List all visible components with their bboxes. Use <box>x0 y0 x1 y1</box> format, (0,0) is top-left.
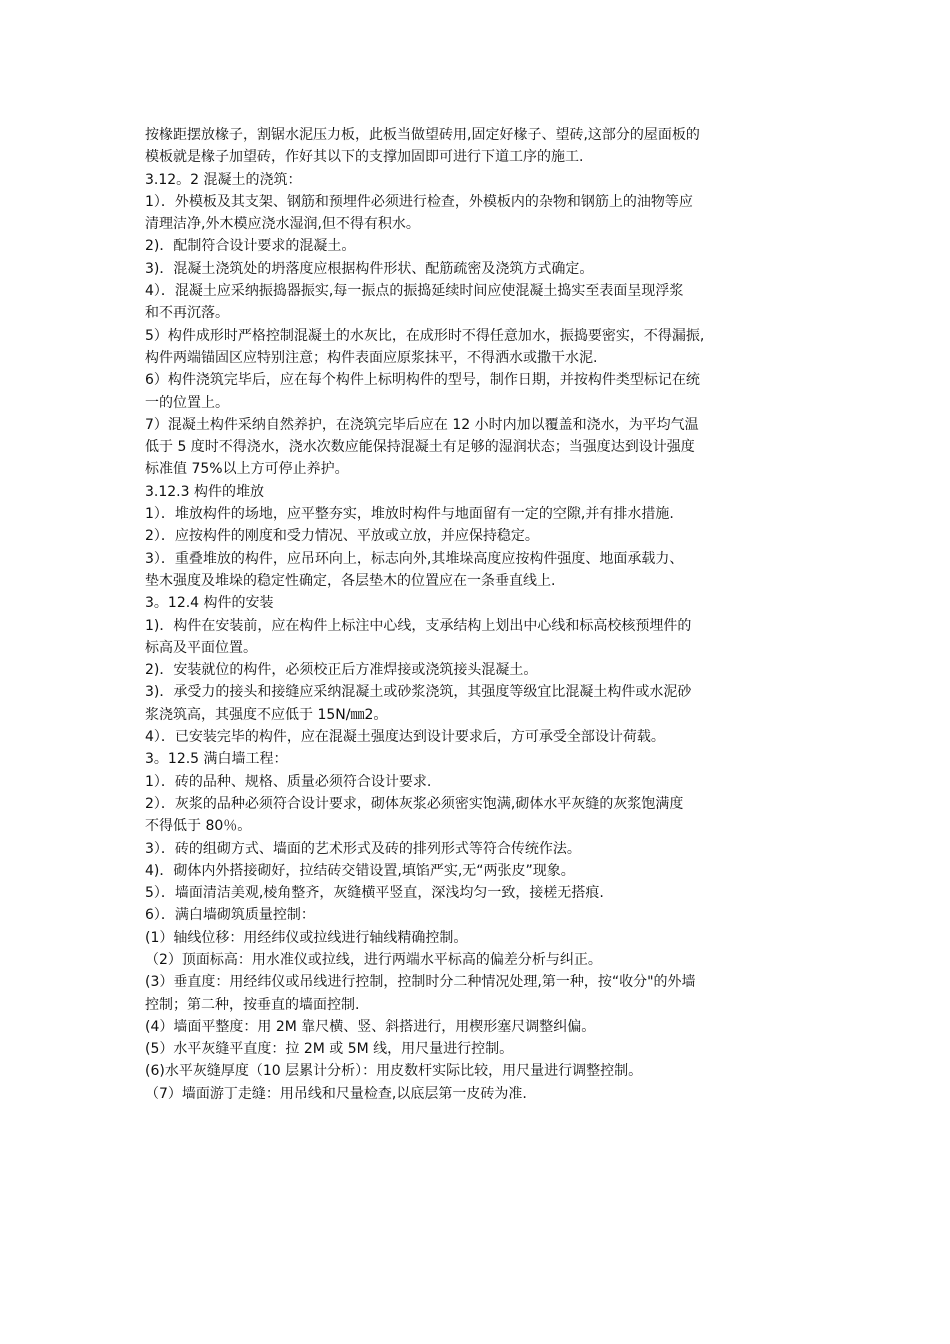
text-line: 构件两端锚固区应特别注意；构件表面应原浆抹平，不得洒水或撒干水泥. <box>145 349 598 366</box>
text-line: 浆浇筑高，其强度不应低于 15N/㎜2。 <box>145 706 388 723</box>
text-line: 5）构件成形时严格控制混凝土的水灰比，在成形时不得任意加水，振捣要密实，不得漏振, <box>145 327 705 344</box>
text-line: 3)．混凝土浇筑处的坍落度应根据构件形状、配筋疏密及浇筑方式确定。 <box>145 260 594 277</box>
text-line: 2）．应按构件的刚度和受力情况、平放或立放，并应保持稳定。 <box>145 528 539 545</box>
text-line: 低于 5 度时不得浇水，浇水次数应能保持混凝土有足够的湿润状态；当强度达到设计强度 <box>145 439 695 456</box>
text-line: 6）构件浇筑完毕后，应在每个构件上标明构件的型号，制作日期，并按构件类型标记在统 <box>145 372 700 389</box>
text-line: 一的位置上。 <box>145 394 229 411</box>
text-line: 3。12.4 构件的安装 <box>145 595 274 612</box>
text-line: (3）垂直度：用经纬仪或吊线进行控制，控制时分二种情况处理,第一种，按“收分"的外墙 <box>145 974 696 991</box>
text-line: 和不再沉落。 <box>145 305 229 322</box>
text-line: 7）混凝土构件采纳自然养护，在浇筑完毕后应在 12 小时内加以覆盖和浇水，为平均气温 <box>145 416 699 433</box>
text-line: (6)水平灰缝厚度（10 层累计分析）：用皮数杆实际比较，用尺量进行调整控制。 <box>145 1063 643 1080</box>
text-line: (4）墙面平整度：用 2M 靠尺横、竖、斜搭进行，用楔形塞尺调整纠偏。 <box>145 1018 596 1035</box>
text-line: 控制；第二种，按垂直的墙面控制. <box>145 996 360 1013</box>
text-line: 2）．灰浆的品种必须符合设计要求，砌体灰浆必须密实饱满,砌体水平灰缝的灰浆饱满度 <box>145 795 684 812</box>
text-line: 1）．砖的品种、规格、质量必须符合设计要求. <box>145 773 432 790</box>
text-line: (5）水平灰缝平直度：拉 2M 或 5M 线，用尺量进行控制。 <box>145 1041 514 1058</box>
text-line: 2)．配制符合设计要求的混凝土。 <box>145 238 356 255</box>
text-line: 4)．砌体内外搭接砌好，拉结砖交错设置,填馅严实,无“两张皮”现象。 <box>145 862 575 879</box>
text-line: （2）顶面标高：用水准仪或拉线，进行两端水平标高的偏差分析与纠正。 <box>145 951 602 968</box>
text-line: 标准值 75%以上方可停止养护。 <box>145 461 349 478</box>
text-line: 1）．堆放构件的场地，应平整夯实，堆放时构件与地面留有一定的空隙,并有排水措施. <box>145 506 674 523</box>
text-line: (1）轴线位移：用经纬仪或拉线进行轴线精确控制。 <box>145 929 468 946</box>
text-line: 不得低于 80％。 <box>145 818 252 835</box>
text-line: 4）．混凝土应采纳振捣器振实,每一振点的振捣延续时间应使混凝土捣实至表面呈现浮浆 <box>145 283 684 300</box>
text-line: 1）．外模板及其支架、钢筋和预埋件必须进行检查，外模板内的杂物和钢筋上的油物等应 <box>145 193 693 210</box>
text-line: 5）．墙面清洁美观,棱角整齐，灰缝横平竖直，深浅均匀一致，接槎无搭痕. <box>145 885 604 902</box>
text-line: 标高及平面位置。 <box>145 639 257 656</box>
text-line: 清理洁净,外木模应浇水湿润,但不得有积水。 <box>145 216 420 233</box>
text-line: 6）．满白墙砌筑质量控制： <box>145 907 315 924</box>
text-line: 按椽距摆放椽子，割锯水泥压力板，此板当做望砖用,固定好椽子、望砖,这部分的屋面板的 <box>145 127 700 143</box>
text-line: 2)．安装就位的构件，必须校正后方准焊接或浇筑接头混凝土。 <box>145 662 538 679</box>
text-line: 4）．已安装完毕的构件，应在混凝土强度达到设计要求后，方可承受全部设计荷载。 <box>145 729 665 746</box>
text-line: （7）墙面游丁走缝：用吊线和尺量检查,以底层第一皮砖为准. <box>145 1085 527 1102</box>
text-line: 3.12。2 混凝土的浇筑： <box>145 171 302 188</box>
text-line: 3）．砖的组砌方式、墙面的艺术形式及砖的排列形式等符合传统作法。 <box>145 840 581 857</box>
document-body <box>145 124 813 1105</box>
text-line: 3）．重叠堆放的构件，应吊环向上，标志向外,其堆垛高度应按构件强度、地面承载力、 <box>145 550 684 567</box>
text-line: 垫木强度及堆垛的稳定性确定，各层垫木的位置应在一条垂直线上. <box>145 572 556 589</box>
text-line: 3。12.5 满白墙工程： <box>145 751 288 768</box>
text-line: 3.12.3 构件的堆放 <box>145 483 264 500</box>
text-line: 模板就是椽子加望砖，作好其以下的支撑加固即可进行下道工序的施工. <box>145 149 584 166</box>
text-line: 3)．承受力的接头和接缝应采纳混凝土或砂浆浇筑，其强度等级宜比混凝土构件或水泥砂 <box>145 684 692 701</box>
text-line: 1)．构件在安装前，应在构件上标注中心线，支承结构上划出中心线和标高校核预埋件的 <box>145 617 692 634</box>
